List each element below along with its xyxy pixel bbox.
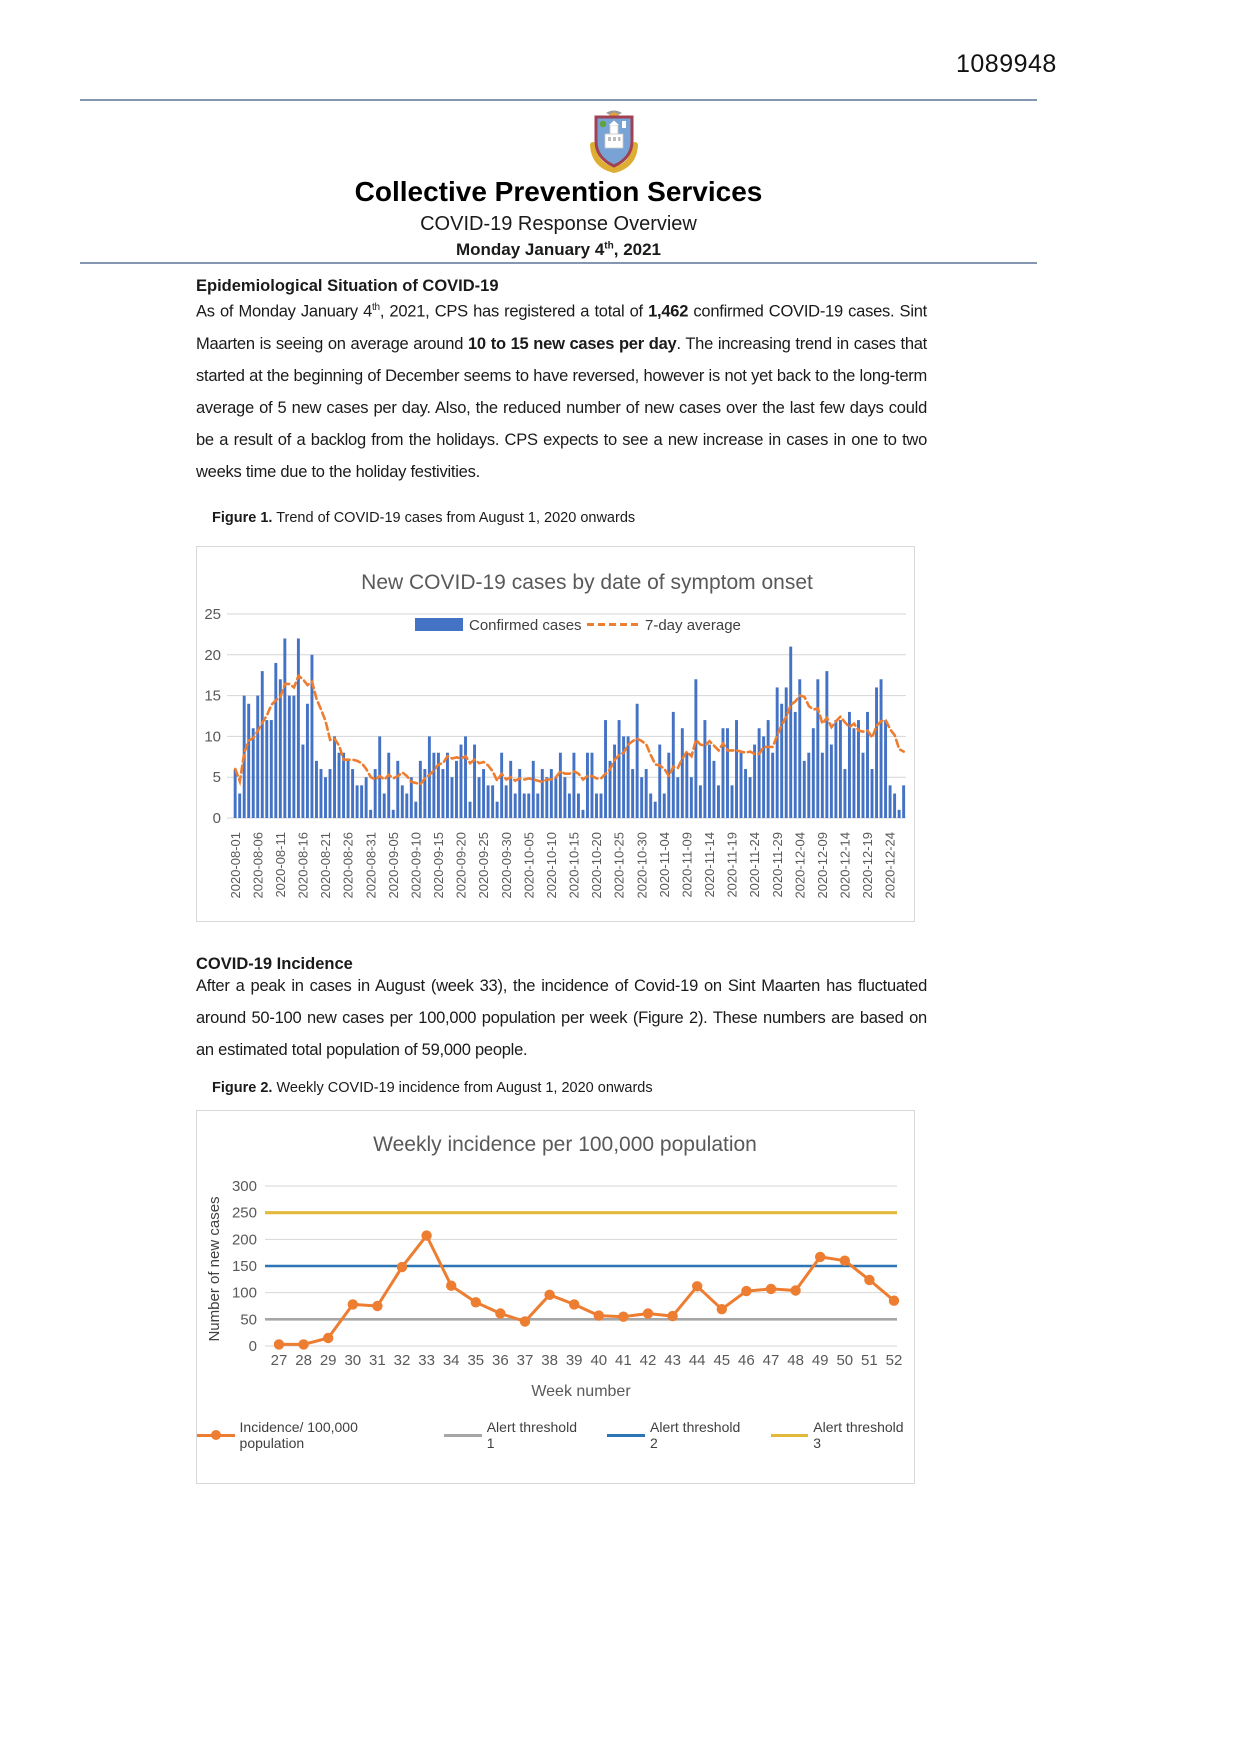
svg-text:44: 44 [688, 1352, 706, 1369]
section-heading-epidemiology: Epidemiological Situation of COVID-19 [196, 277, 499, 295]
svg-text:Week number: Week number [531, 1383, 631, 1400]
svg-text:2020-11-09: 2020-11-09 [679, 832, 695, 898]
svg-text:2020-08-31: 2020-08-31 [363, 832, 379, 899]
svg-text:33: 33 [418, 1352, 435, 1369]
svg-text:32: 32 [393, 1352, 411, 1369]
threshold1-line-swatch-icon [444, 1429, 482, 1441]
svg-text:41: 41 [615, 1352, 632, 1369]
legend-label: Alert threshold 1 [486, 1419, 577, 1451]
threshold2-line-swatch-icon [607, 1429, 645, 1441]
svg-text:0: 0 [248, 1338, 257, 1355]
svg-text:48: 48 [787, 1352, 804, 1369]
incidence-line-swatch-icon [197, 1429, 235, 1441]
svg-text:34: 34 [442, 1352, 460, 1369]
svg-text:25: 25 [204, 606, 221, 623]
legend-label: Incidence/ 100,000 population [239, 1419, 358, 1451]
figure1-caption [212, 510, 927, 526]
svg-text:200: 200 [231, 1231, 257, 1249]
svg-text:2020-12-24: 2020-12-24 [882, 832, 898, 899]
svg-text:46: 46 [738, 1352, 755, 1369]
svg-text:27: 27 [270, 1352, 288, 1369]
legend-item-threshold1 [444, 1419, 587, 1451]
svg-text:31: 31 [369, 1352, 386, 1369]
svg-text:40: 40 [590, 1352, 608, 1369]
svg-text:100: 100 [231, 1284, 257, 1302]
figure2-chart [196, 1110, 915, 1484]
legend-label: Alert threshold 3 [813, 1419, 904, 1451]
paragraph-text: confirmed COVID-19 cases. Sint Maarten is seeing on average around [196, 302, 927, 353]
section-heading-incidence: COVID-19 Incidence [196, 955, 353, 973]
svg-text:50: 50 [836, 1352, 854, 1369]
svg-text:2020-08-16: 2020-08-16 [295, 832, 311, 899]
figure1-chart [196, 546, 915, 922]
svg-text:2020-11-24: 2020-11-24 [747, 832, 763, 898]
svg-text:2020-09-05: 2020-09-05 [385, 832, 401, 899]
svg-text:2020-10-20: 2020-10-20 [589, 832, 605, 899]
svg-text:47: 47 [762, 1352, 780, 1369]
svg-text:30: 30 [344, 1352, 362, 1369]
figure2-caption [212, 1080, 927, 1096]
svg-text:2020-09-25: 2020-09-25 [476, 832, 492, 899]
svg-text:Confirmed cases: Confirmed cases [469, 617, 582, 634]
svg-text:Weekly incidence per 100,000 p: Weekly incidence per 100,000 population [373, 1133, 757, 1156]
svg-text:2020-11-19: 2020-11-19 [724, 832, 740, 898]
svg-text:2020-08-21: 2020-08-21 [318, 832, 334, 899]
daily-cases-bar-chart [197, 547, 914, 919]
figure2-label: Figure 2. [212, 1080, 273, 1096]
svg-text:20: 20 [204, 646, 221, 664]
svg-text:0: 0 [212, 810, 221, 827]
svg-text:10: 10 [204, 728, 221, 746]
figure1-caption-text: Trend of COVID-19 cases from August 1, 2020 onwards [276, 510, 636, 526]
svg-text:29: 29 [319, 1352, 337, 1369]
svg-text:2020-12-09: 2020-12-09 [814, 832, 830, 899]
svg-text:2020-10-15: 2020-10-15 [566, 832, 582, 899]
svg-text:39: 39 [565, 1352, 583, 1369]
threshold3-line-swatch-icon [771, 1429, 809, 1441]
svg-text:38: 38 [541, 1352, 558, 1369]
legend-label: Alert threshold 2 [650, 1419, 741, 1451]
svg-text:51: 51 [861, 1352, 878, 1369]
svg-text:2020-08-26: 2020-08-26 [340, 832, 356, 899]
doc-date-superscript: th [604, 240, 614, 252]
svg-text:36: 36 [492, 1352, 509, 1369]
svg-text:300: 300 [231, 1178, 257, 1195]
doc-number: 1089948 [956, 50, 1057, 78]
paragraph-text: . The increasing trend in cases that started at the beginning of December seems to have reversed, however is not yet back to the long-term average of 5 new cases per day. Also, the reduced number of new cases over the last few days could be a result of a backlog from the holidays. CPS expects to see a new increase in cases in one to two weeks time due to the holiday festivities. [196, 334, 928, 481]
svg-text:250: 250 [231, 1204, 257, 1222]
doc-date-text: Monday January 4 [455, 240, 605, 259]
svg-text:2020-10-05: 2020-10-05 [521, 832, 537, 899]
svg-text:43: 43 [664, 1352, 681, 1369]
svg-text:50: 50 [240, 1311, 257, 1329]
svg-text:2020-10-10: 2020-10-10 [543, 832, 559, 899]
svg-text:45: 45 [713, 1352, 731, 1369]
svg-text:5: 5 [212, 769, 221, 787]
doc-date-year: , 2021 [613, 240, 662, 259]
svg-text:15: 15 [204, 687, 221, 705]
legend-item-threshold2 [607, 1419, 750, 1451]
epidemiology-paragraph [196, 292, 927, 488]
svg-text:2020-10-25: 2020-10-25 [611, 832, 627, 899]
legend-item-threshold3 [771, 1419, 914, 1451]
svg-text:37: 37 [516, 1352, 534, 1369]
svg-text:Number of new cases: Number of new cases [206, 1196, 223, 1342]
total-cases-value: 1,462 [648, 302, 689, 321]
svg-text:2020-12-14: 2020-12-14 [837, 832, 853, 899]
svg-text:2020-11-14: 2020-11-14 [702, 832, 717, 898]
svg-text:7-day average: 7-day average [645, 617, 741, 634]
sint-maarten-coat-of-arms-icon [586, 109, 642, 175]
figure2-legend [197, 1419, 914, 1451]
svg-text:2020-11-29: 2020-11-29 [769, 832, 785, 898]
svg-text:2020-08-11: 2020-08-11 [272, 832, 288, 898]
org-title: Collective Prevention Services [354, 176, 763, 207]
header-divider-bottom [80, 262, 1037, 264]
svg-text:42: 42 [639, 1352, 657, 1369]
svg-text:2020-12-19: 2020-12-19 [860, 832, 876, 899]
paragraph-superscript: th [372, 302, 380, 313]
svg-text:2020-12-04: 2020-12-04 [792, 832, 808, 899]
doc-subtitle: COVID-19 Response Overview [420, 213, 697, 235]
svg-text:28: 28 [295, 1352, 312, 1369]
weekly-incidence-line-chart [197, 1111, 914, 1407]
paragraph-text: , 2021, CPS has registered a total of [379, 302, 649, 321]
svg-text:2020-09-10: 2020-09-10 [408, 832, 424, 899]
svg-text:2020-08-06: 2020-08-06 [250, 832, 266, 899]
incidence-paragraph: After a peak in cases in August (week 33), the incidence of Covid-19 on Sint Maarten has fluctuated around 50-100 new cases per 100,000 population per week (Figure 2). These numbers are based on an estimated total population of 59,000 people. [196, 977, 927, 1059]
svg-text:2020-09-30: 2020-09-30 [498, 832, 514, 899]
paragraph-text: As of Monday January 4 [196, 302, 373, 321]
svg-text:49: 49 [811, 1352, 829, 1369]
svg-text:New COVID-19 cases by date of: New COVID-19 cases by date of symptom onset [361, 571, 813, 594]
svg-text:2020-10-30: 2020-10-30 [634, 832, 650, 899]
svg-text:2020-08-01: 2020-08-01 [227, 832, 243, 899]
svg-text:2020-11-04: 2020-11-04 [656, 832, 672, 898]
header-divider-top [80, 99, 1037, 101]
figure2-caption-text: Weekly COVID-19 incidence from August 1, 2020 onwards [276, 1080, 653, 1096]
daily-cases-value: 10 to 15 new cases per day [468, 334, 677, 353]
legend-item-incidence [197, 1419, 424, 1451]
doc-date [80, 240, 1037, 260]
figure1-label: Figure 1. [212, 510, 273, 526]
svg-text:52: 52 [885, 1352, 903, 1369]
svg-text:2020-09-20: 2020-09-20 [453, 832, 469, 899]
svg-text:2020-09-15: 2020-09-15 [431, 832, 446, 899]
svg-text:35: 35 [467, 1352, 485, 1369]
svg-text:150: 150 [231, 1258, 257, 1275]
